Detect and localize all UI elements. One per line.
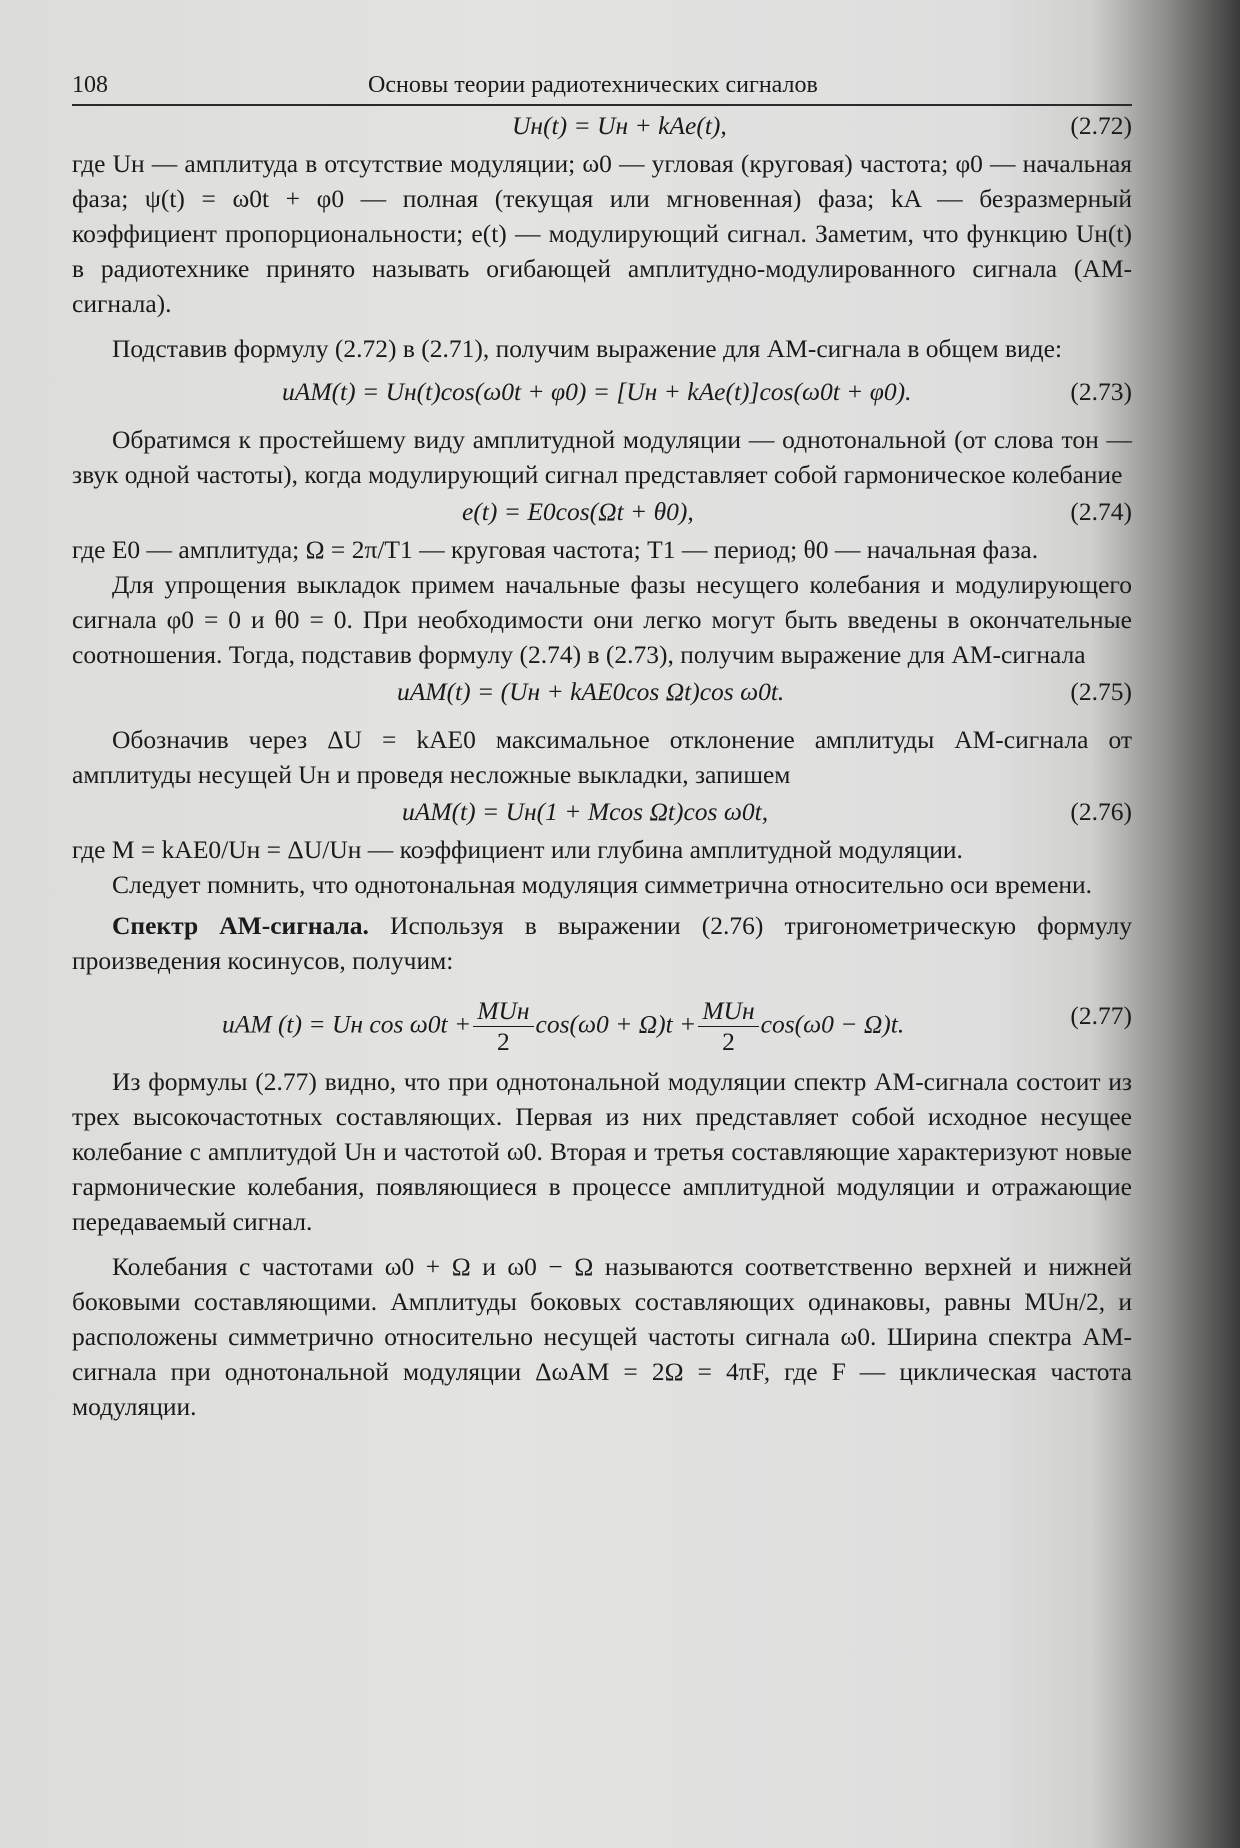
equation-2-77 bbox=[72, 978, 1132, 1054]
equation-part-mid: cos(ω0 + Ω)t + bbox=[535, 1009, 697, 1039]
equation-part-tail: cos(ω0 − Ω)t. bbox=[760, 1009, 905, 1039]
paragraph: Из формулы (2.77) видно, что при однотональной модуляции спектр АМ-сигнала состоит из трех высокочастотных составляющих. Первая из них представляет собой исходное несущее колебание с амплитудой Uн и частотой ω0. Вторая и третья составляющие характеризуют новые гармонические колебания, появляющиеся в процессе амплитудной модуляции и отражающие передаваемый сигнал. bbox=[72, 1067, 1132, 1236]
section-heading: Спектр АМ-сигнала. bbox=[112, 911, 369, 940]
fraction-denominator: 2 bbox=[722, 1027, 735, 1056]
equation-2-75 bbox=[72, 672, 1132, 712]
equation-2-72 bbox=[72, 106, 1132, 146]
equation-expression: uAM(t) = (Uн + kAE0cos Ωt)cos ω0t. bbox=[397, 677, 785, 706]
paragraph: где M = kAE0/Uн = ΔU/Uн — коэффициент или глубина амплитудной модуляции. bbox=[72, 835, 963, 864]
page-number: 108 bbox=[72, 72, 108, 98]
equation-number: (2.72) bbox=[1070, 111, 1132, 140]
fraction-numerator: MUн bbox=[473, 996, 533, 1027]
book-page bbox=[72, 64, 1132, 1824]
equation-number: (2.76) bbox=[1070, 797, 1132, 826]
page-body bbox=[72, 106, 1132, 1424]
paragraph: Следует помнить, что однотональная модуляция симметрична относительно оси времени. bbox=[112, 870, 1093, 899]
paragraph: Для упрощения выкладок примем начальные фазы несущего колебания и модулирующего сигнала φ0 = 0 и θ0 = 0. При необходимости они легко могут быть введены в окончательные соотношения. Тогда, подставив формулу (2.74) в (2.73), получим выражение для АМ-сигнала bbox=[72, 570, 1132, 669]
paragraph: где Uн — амплитуда в отсутствие модуляции; ω0 — угловая (круговая) частота; φ0 — начальная фаза; ψ(t) = ω0t + φ0 — полная (текущая или мгновенная) фаза; kA — безразмерный коэффициент пропорциональности; e(t) — модулирующий сигнал. Заметим, что функцию Uн(t) в радиотехнике принято называть огибающей амплитудно-модулированного сигнала (АМ-сигнала). bbox=[72, 149, 1132, 318]
equation-expression bbox=[222, 996, 904, 1057]
paragraph: Подставив формулу (2.72) в (2.71), получим выражение для АМ-сигнала в общем виде: bbox=[112, 334, 1063, 363]
fraction bbox=[473, 996, 533, 1057]
equation-number: (2.73) bbox=[1070, 377, 1132, 406]
page-header bbox=[72, 64, 1132, 106]
equation-expression: uAM(t) = Uн(1 + Mcos Ωt)cos ω0t, bbox=[402, 797, 769, 826]
fraction-numerator: MUн bbox=[698, 996, 758, 1027]
equation-number: (2.77) bbox=[1070, 1001, 1132, 1030]
equation-number: (2.74) bbox=[1070, 497, 1132, 526]
paragraph: Колебания с частотами ω0 + Ω и ω0 − Ω называются соответственно верхней и нижней боковыми составляющими. Амплитуды боковых составляющих одинаковы, равны MUн/2, и расположены симметрично относительно несущей частоты сигнала ω0. Ширина спектра АМ-сигнала при однотональной модуляции ΔωAM = 2Ω = 4πF, где F — циклическая частота модуляции. bbox=[72, 1252, 1132, 1421]
equation-2-76 bbox=[72, 792, 1132, 832]
paragraph-text: Используя в выражении (2.76) тригонометрическую формулу произведения косинусов, получим: bbox=[72, 911, 1133, 975]
equation-2-74 bbox=[72, 492, 1132, 532]
running-title: Основы теории радиотехнических сигналов bbox=[368, 72, 818, 98]
equation-expression: Uн(t) = Uн + kAe(t), bbox=[512, 111, 727, 140]
equation-expression: e(t) = E0cos(Ωt + θ0), bbox=[462, 497, 694, 526]
fraction bbox=[698, 996, 758, 1057]
equation-number: (2.75) bbox=[1070, 677, 1132, 706]
paragraph: где E0 — амплитуда; Ω = 2π/T1 — круговая частота; T1 — период; θ0 — начальная фаза. bbox=[72, 535, 1039, 564]
paragraph bbox=[72, 908, 1132, 978]
equation-part-left: uAM (t) = Uн cos ω0t + bbox=[222, 1009, 472, 1039]
paragraph: Обратимся к простейшему виду амплитудной модуляции — однотональной (от слова тон — звук одной частоты), когда модулирующий сигнал представляет собой гармоническое колебание bbox=[72, 425, 1132, 489]
fraction-denominator: 2 bbox=[496, 1027, 510, 1056]
equation-expression: uAM(t) = Uн(t)cos(ω0t + φ0) = [Uн + kAe(t)]cos(ω0t + φ0). bbox=[282, 377, 912, 406]
paragraph: Обозначив через ΔU = kAE0 максимальное отклонение амплитуды АМ-сигнала от амплитуды несущей Uн и проведя несложные выкладки, запишем bbox=[72, 725, 1132, 789]
equation-2-73 bbox=[72, 372, 1132, 412]
